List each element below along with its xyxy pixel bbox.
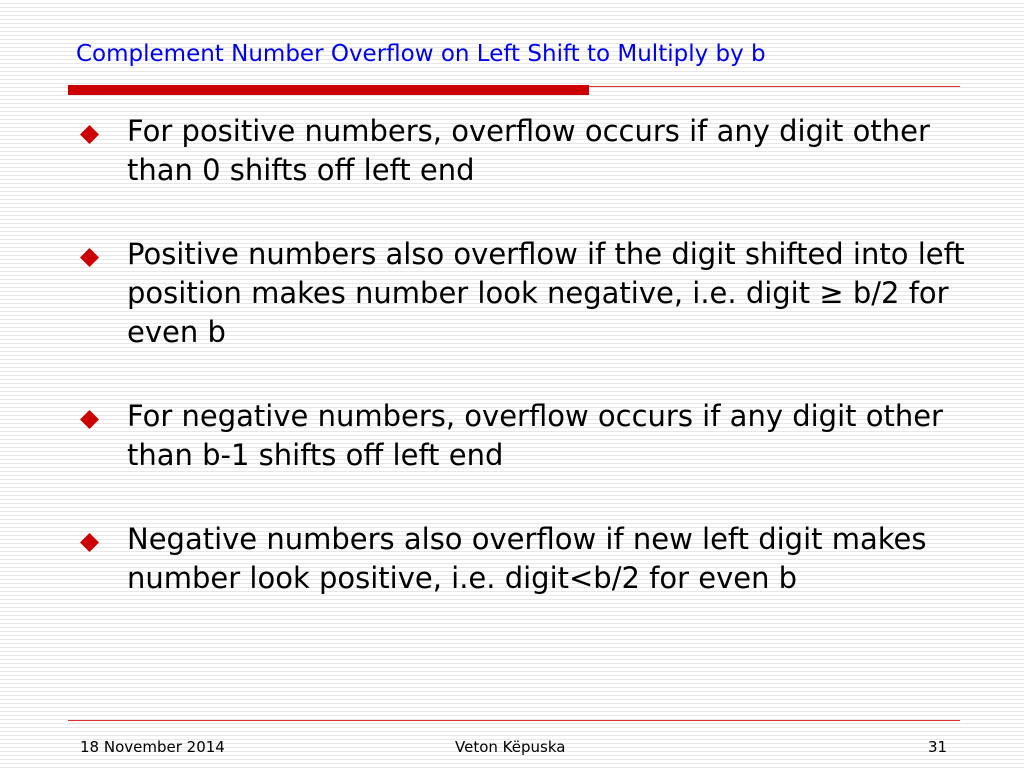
bullet-item [80, 112, 970, 190]
bullet-text: For negative numbers, overflow occurs if any digit other than b-1 shifts off left end [127, 399, 943, 472]
title-underline-line [589, 86, 960, 87]
bullet-item [80, 397, 970, 475]
diamond-icon [80, 533, 99, 552]
diamond-icon [80, 125, 99, 144]
page-number: 31 [928, 738, 948, 756]
bullet-item [80, 520, 970, 598]
footer-date: 18 November 2014 [80, 738, 225, 756]
footer-author: Veton Këpuska [455, 738, 566, 756]
diamond-icon [80, 410, 99, 429]
bullet-text: Negative numbers also overflow if new left digit makes number look positive, i.e. digit<b/2 for even b [127, 522, 927, 595]
bullet-text: For positive numbers, overflow occurs if any digit other than 0 shifts off left end [127, 114, 930, 187]
bullet-item [80, 235, 970, 352]
diamond-icon [80, 248, 99, 267]
bullet-text: Positive numbers also overflow if the digit shifted into left position makes number look negative, i.e. digit ≥ b/2 for even b [127, 237, 965, 349]
title-underline-bar [68, 85, 589, 95]
footer-divider [68, 720, 960, 721]
slide-title: Complement Number Overflow on Left Shift to Multiply by b [76, 41, 766, 67]
bullet-list [80, 112, 970, 643]
